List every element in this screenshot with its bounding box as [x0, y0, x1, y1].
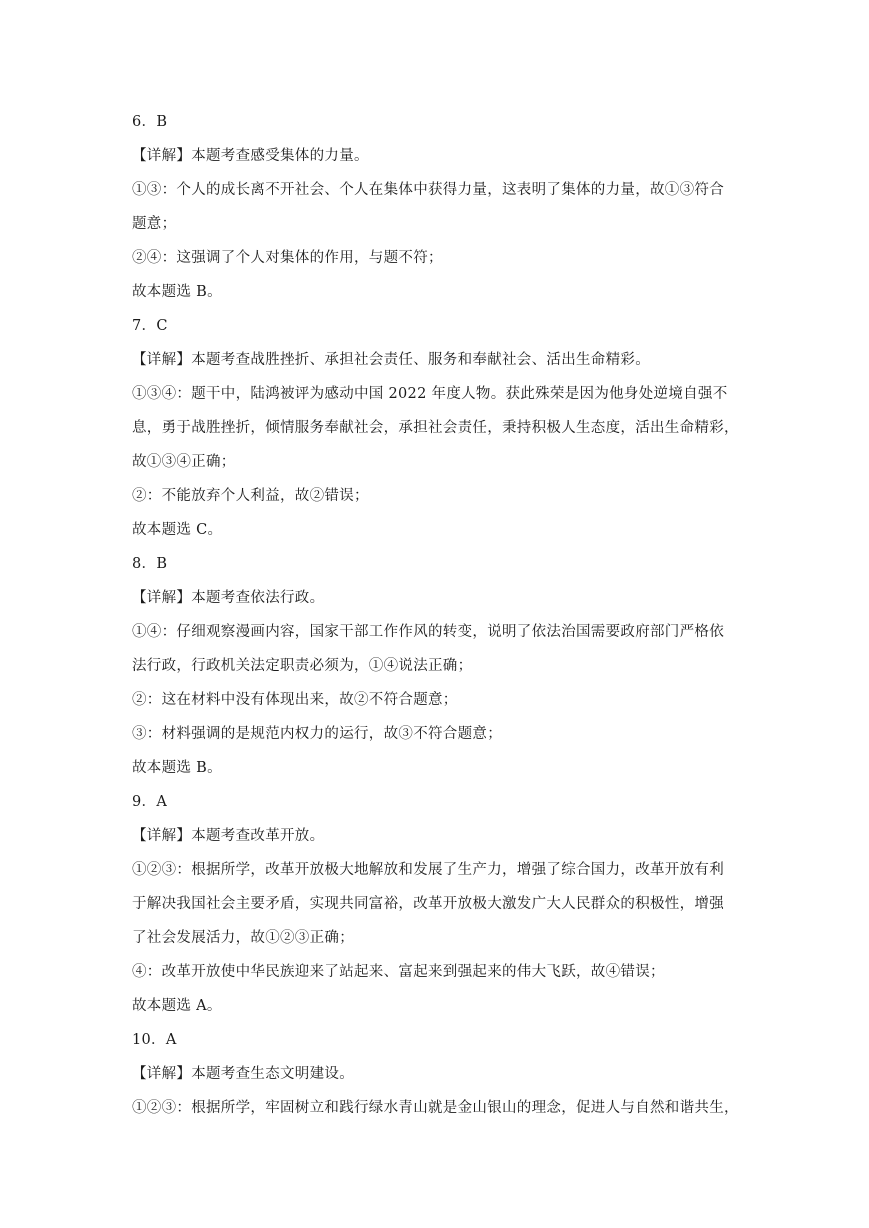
- question-9-analysis-line: ④：改革开放使中华民族迎来了站起来、富起来到强起来的伟大飞跃，故④错误；: [132, 964, 665, 980]
- question-8-detail-heading: 【详解】本题考查依法行政。: [132, 590, 325, 606]
- question-10-detail-heading: 【详解】本题考查生态文明建设。: [132, 1066, 354, 1082]
- question-9-analysis-line: 于解决我国社会主要矛盾，实现共同富裕，改革开放极大激发广大人民群众的积极性，增强: [132, 896, 724, 912]
- question-7-analysis-line: ②：不能放弃个人利益，故②错误；: [132, 488, 369, 504]
- question-7-analysis-line: 故①③④正确；: [132, 454, 236, 470]
- question-8-analysis-line: ①④：仔细观察漫画内容，国家干部工作作风的转变，说明了依法治国需要政府部门严格依: [132, 624, 724, 640]
- question-7-analysis-line: ①③④：题干中，陆鸿被评为感动中国 2022 年度人物。获此殊荣是因为他身处逆境自强不: [132, 386, 728, 402]
- question-8-analysis-line: ②：这在材料中没有体现出来，故②不符合题意；: [132, 692, 458, 708]
- question-9-conclusion: 故本题选 A。: [132, 998, 222, 1014]
- question-8-analysis-line: ③：材料强调的是规范内权力的运行，故③不符合题意；: [132, 726, 502, 742]
- question-6-analysis-line: ①③：个人的成长离不开社会、个人在集体中获得力量，这表明了集体的力量，故①③符合: [132, 182, 724, 198]
- question-9-analysis-line: ①②③：根据所学，改革开放极大地解放和发展了生产力，增强了综合国力，改革开放有利: [132, 862, 724, 878]
- question-10-answer: 10．A: [132, 1032, 177, 1048]
- question-7-answer: 7．C: [132, 318, 168, 334]
- question-7-detail-heading: 【详解】本题考查战胜挫折、承担社会责任、服务和奉献社会、活出生命精彩。: [132, 352, 650, 368]
- answer-explanations: [132, 111, 740, 1131]
- question-6-analysis-line: 题意；: [132, 216, 177, 232]
- question-9-detail-heading: 【详解】本题考查改革开放。: [132, 828, 325, 844]
- question-6-answer: 6．B: [132, 114, 168, 130]
- question-9-answer: 9．A: [132, 794, 168, 810]
- question-7-conclusion: 故本题选 C。: [132, 522, 223, 538]
- question-9-analysis-line: 了社会发展活力，故①②③正确；: [132, 930, 354, 946]
- question-6-conclusion: 故本题选 B。: [132, 284, 222, 300]
- question-6-analysis-line: ②④：这强调了个人对集体的作用，与题不符；: [132, 250, 443, 266]
- question-8-conclusion: 故本题选 B。: [132, 760, 222, 776]
- question-10-analysis-line: ①②③：根据所学，牢固树立和践行绿水青山就是金山银山的理念，促进人与自然和谐共生，: [132, 1100, 739, 1116]
- question-8-answer: 8．B: [132, 556, 168, 572]
- question-6-detail-heading: 【详解】本题考查感受集体的力量。: [132, 148, 369, 164]
- question-8-analysis-line: 法行政，行政机关法定职责必须为，①④说法正确；: [132, 658, 473, 674]
- question-7-analysis-line: 息，勇于战胜挫折，倾情服务奉献社会，承担社会责任，秉持积极人生态度，活出生命精彩，: [132, 420, 739, 436]
